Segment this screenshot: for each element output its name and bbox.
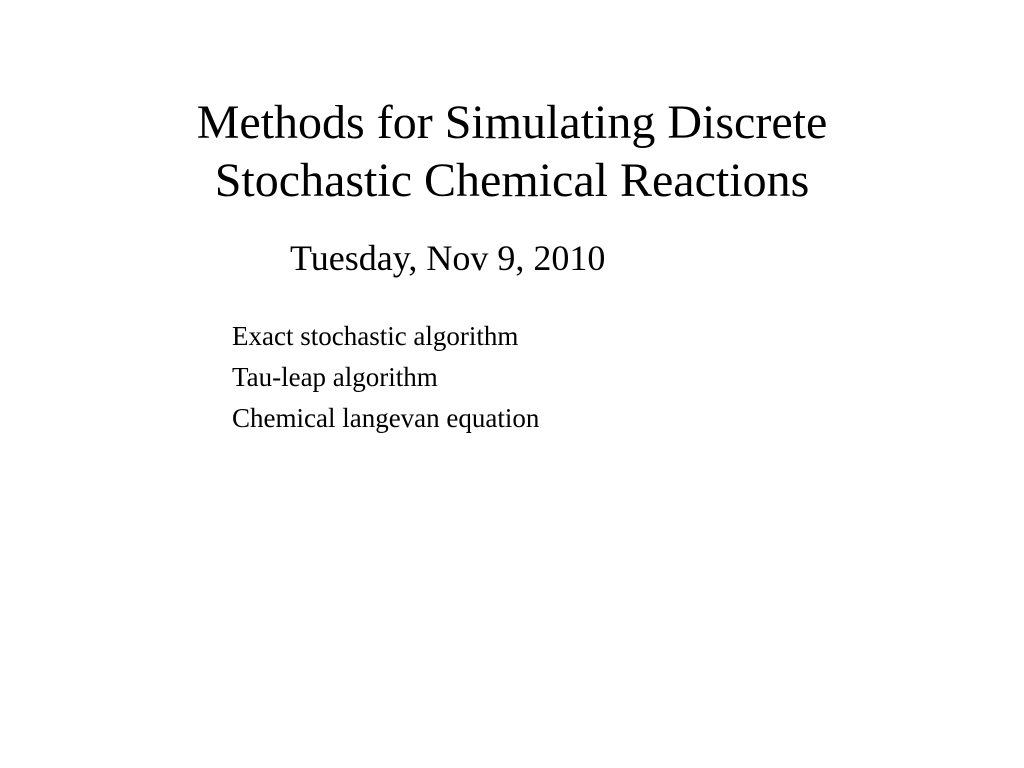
slide-title-line-2: Stochastic Chemical Reactions [214,154,810,207]
topic-item-tau-leap: Tau-leap algorithm [232,362,438,392]
slide-title [0,94,1024,210]
slide-date: Tuesday, Nov 9, 2010 [290,238,606,278]
topic-item-exact-stochastic: Exact stochastic algorithm [232,321,519,351]
topic-list [232,316,539,439]
slide-title-line-1: Methods for Simulating Discrete [196,96,828,149]
topic-item-chemical-langevan: Chemical langevan equation [232,403,540,433]
